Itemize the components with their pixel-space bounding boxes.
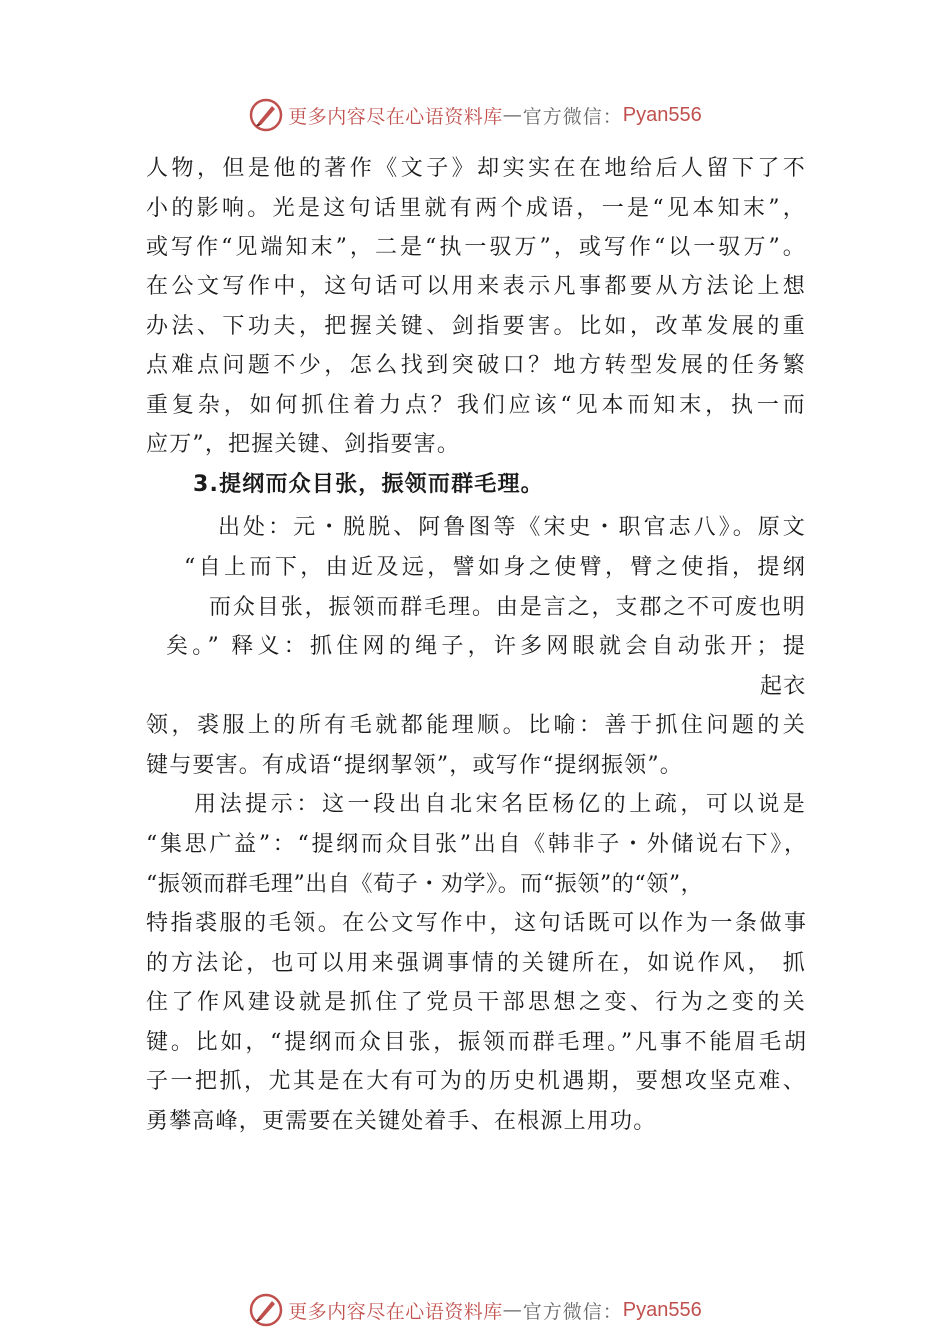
banner-wechat-label: 官方微信： [522, 1300, 623, 1323]
text-line: 键与要害。有成语“提纲挈领”，或写作“提纲振领”。 [146, 753, 683, 778]
text-line: 矣。” 释义：抓住网的绳子，许多网眼就会自动张开；提 [166, 634, 806, 659]
text-line: “集思广益”：“提纲而众目张”出自《韩非子・外储说右下》， [146, 832, 806, 857]
text-line: 领，裘服上的所有毛就都能理顺。比喻：善于抓住问题的关 [146, 713, 806, 738]
text-line: 起衣 [760, 674, 807, 699]
banner-main-text: 更多内容尽在心语资料库 [288, 105, 503, 128]
banner-wechat-id: Pyan556 [622, 1298, 702, 1321]
brush-logo-icon [248, 1292, 284, 1328]
text-line: “振领而群毛理”出自《荀子・劝学》。而“振领”的“领”， [146, 872, 704, 897]
text-line: 而众目张，振领而群毛理。由是言之，支郡之不可废也明 [209, 595, 806, 620]
text-line: 的方法论，也可以用来强调事情的关键所在，如说作风， 抓 [146, 951, 806, 976]
banner-dash: — [502, 104, 523, 126]
text-line: 用法提示：这一段出自北宋名臣杨亿的上疏，可以说是 [194, 792, 806, 817]
brush-logo-icon [248, 97, 284, 133]
text-line: “自上而下，由近及远，譬如身之使臂，臂之使指，提纲 [184, 555, 806, 580]
banner-main-text: 更多内容尽在心语资料库 [288, 1300, 503, 1323]
text-line: 住了作风建设就是抓住了党员干部思想之变、行为之变的关 [146, 990, 806, 1015]
text-line: 子一把抓，尤其是在大有可为的历史机遇期，要想攻坚克难、 [146, 1069, 806, 1094]
text-line: 应万”，把握关键、剑指要害。 [146, 432, 461, 457]
text-line: 人物，但是他的著作《文子》却实实在在地给后人留下了不 [146, 156, 806, 181]
text-line: 点难点问题不少，怎么找到突破口？地方转型发展的任务繁 [146, 353, 806, 378]
text-line: 出处：元・脱脱、阿鲁图等《宋史・职官志八》。原文 [218, 515, 806, 540]
header-banner [0, 95, 950, 135]
text-line: 特指裘服的毛领。在公文写作中，这句话既可以作为一条做事 [146, 911, 806, 936]
footer-banner [0, 1290, 950, 1330]
banner-wechat-id: Pyan556 [622, 103, 702, 126]
text-line: 在公文写作中，这句话可以用来表示凡事都要从方法论上想 [146, 274, 806, 299]
text-line: 勇攀高峰，更需要在关键处着手、在根源上用功。 [146, 1109, 657, 1134]
text-line: 键。比如，“提纲而众目张，振领而群毛理。”凡事不能眉毛胡 [146, 1030, 806, 1055]
section-heading: 3.提纲而众目张，振领而群毛理。 [193, 472, 544, 497]
text-line: 或写作“见端知末”，二是“执一驭万”，或写作“以一驭万”。 [146, 235, 806, 260]
text-line: 办法、下功夫，把握关键、剑指要害。比如，改革发展的重 [146, 314, 806, 339]
banner-wechat-label: 官方微信： [522, 105, 623, 128]
text-line: 小的影响。光是这句话里就有两个成语，一是“见本知末”， [146, 196, 806, 221]
banner-dash: — [502, 1299, 523, 1321]
text-line: 重复杂，如何抓住着力点？我们应该“见本而知末，执一而 [146, 393, 806, 418]
